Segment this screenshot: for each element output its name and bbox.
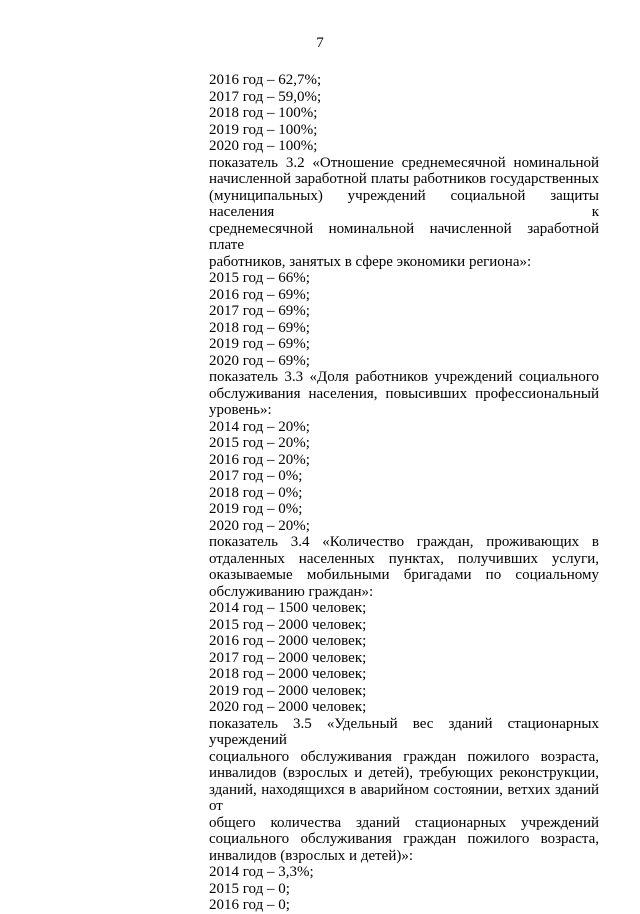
- value-line: 2017 год – 0%;: [209, 468, 303, 484]
- value-line: 2020 год – 69%;: [209, 352, 310, 369]
- value-line: 2015 год – 20%;: [209, 435, 310, 451]
- value-line: 2015 год – 66%;: [209, 270, 310, 286]
- paragraph-line: начисленной заработной платы работников государственных: [209, 171, 599, 187]
- indicator-paragraph: [209, 534, 599, 600]
- paragraph-line: обслуживанию граждан»:: [209, 583, 374, 600]
- value-line: 2020 год – 2000 человек;: [209, 699, 367, 715]
- paragraph-line: показатель 3.5 «Удельный вес зданий стационарных учреждений: [209, 715, 599, 748]
- paragraph-line: социального обслуживания граждан пожилого возраста,: [209, 831, 599, 847]
- paragraph-line: зданий, находящихся в аварийном состоянии, ветхих зданий от: [209, 781, 599, 814]
- value-line: 2017 год – 59,0%;: [209, 88, 322, 105]
- value-line: 2014 год – 3,3%;: [209, 864, 314, 880]
- paragraph-line: обслуживания населения, повысивших профессиональный: [209, 385, 599, 402]
- value-line: 2014 год – 1500 человек;: [209, 600, 367, 616]
- paragraph-line: отдаленных населенных пунктах, получивших услуги,: [209, 550, 599, 567]
- paragraph-line: среднемесячной номинальной начисленной заработной плате: [209, 220, 599, 253]
- value-line: 2019 год – 2000 человек;: [209, 682, 367, 699]
- value-line: 2018 год – 0%;: [209, 484, 303, 501]
- paragraph-line: общего количества зданий стационарных учреждений: [209, 814, 599, 831]
- value-line: 2016 год – 0;: [209, 897, 290, 913]
- value-line: 2016 год – 2000 человек;: [209, 633, 367, 649]
- paragraph-line: (муниципальных) учреждений социальной защиты населения к: [209, 187, 599, 220]
- indicator-paragraph: [209, 716, 599, 865]
- value-line: 2019 год – 100%;: [209, 121, 318, 138]
- value-line: 2020 год – 20%;: [209, 517, 310, 534]
- value-line: 2017 год – 2000 человек;: [209, 649, 367, 666]
- value-line: 2014 год – 20%;: [209, 418, 310, 435]
- indicator-paragraph: [209, 155, 599, 271]
- paragraph-line: показатель 3.2 «Отношение среднемесячной номинальной: [209, 154, 599, 171]
- value-line: 2018 год – 69%;: [209, 319, 310, 336]
- value-line: 2015 год – 2000 человек;: [209, 616, 367, 633]
- page-number: 7: [316, 35, 324, 51]
- value-line: 2017 год – 69%;: [209, 303, 310, 319]
- paragraph-line: оказываемые мобильными бригадами по социальному: [209, 567, 599, 583]
- paragraph-line: уровень»:: [209, 402, 272, 418]
- document-body: [209, 72, 599, 914]
- value-line: 2016 год – 62,7%;: [209, 72, 322, 88]
- value-line: 2019 год – 0%;: [209, 501, 303, 517]
- paragraph-line: инвалидов (взрослых и детей), требующих реконструкции,: [209, 765, 599, 781]
- value-line: 2020 год – 100%;: [209, 138, 318, 154]
- value-line: 2019 год – 69%;: [209, 336, 310, 352]
- paragraph-line: показатель 3.3 «Доля работников учреждений социального: [209, 369, 599, 385]
- value-line: 2018 год – 100%;: [209, 105, 318, 121]
- value-line: 2016 год – 20%;: [209, 451, 310, 468]
- paragraph-line: работников, занятых в сфере экономики региона»:: [209, 253, 532, 270]
- paragraph-line: показатель 3.4 «Количество граждан, проживающих в: [209, 534, 599, 550]
- paragraph-line: инвалидов (взрослых и детей)»:: [209, 847, 414, 864]
- value-line: 2016 год – 69%;: [209, 286, 310, 303]
- value-line: 2018 год – 2000 человек;: [209, 666, 367, 682]
- indicator-paragraph: [209, 369, 599, 419]
- paragraph-line: социального обслуживания граждан пожилого возраста,: [209, 748, 599, 765]
- value-line: 2015 год – 0;: [209, 880, 290, 897]
